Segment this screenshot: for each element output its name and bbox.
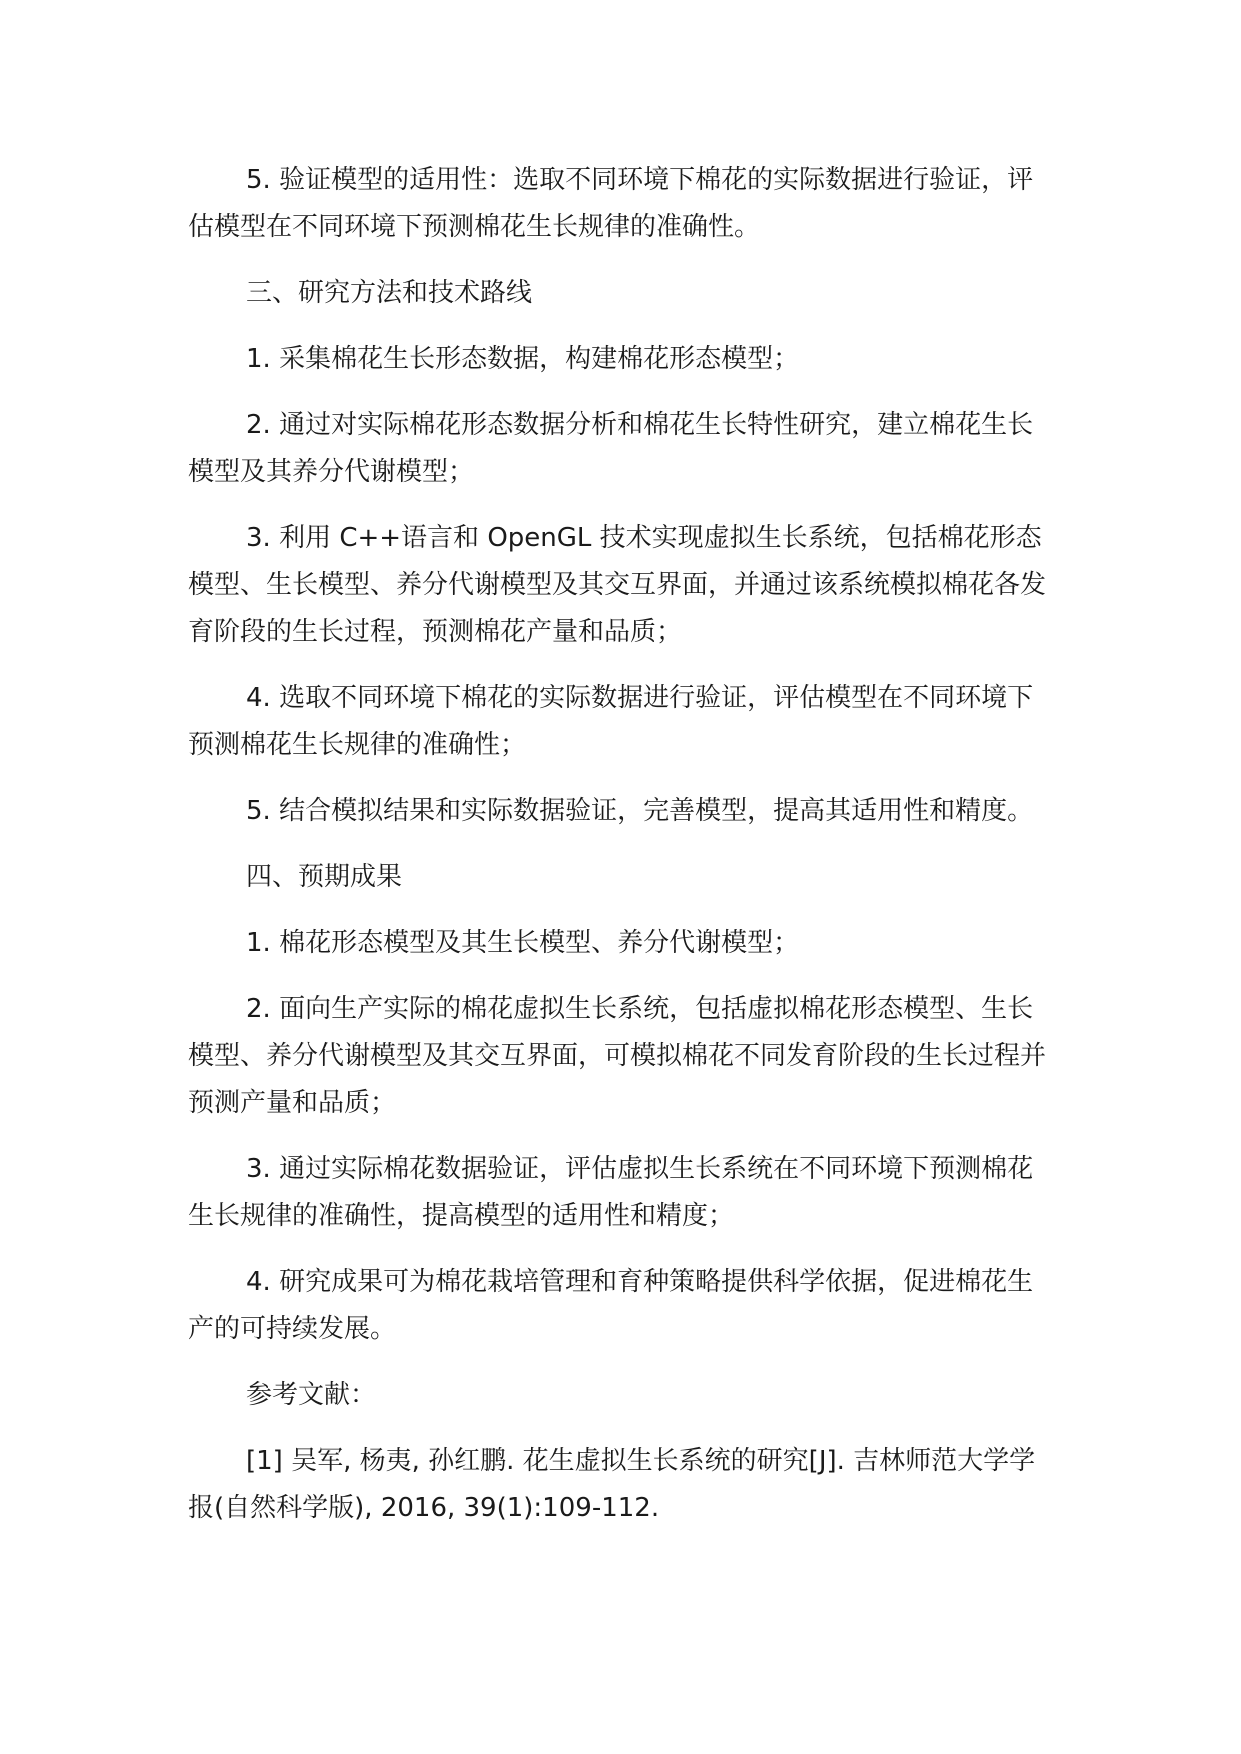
paragraph-outcome-2: 2. 面向生产实际的棉花虚拟生长系统，包括虚拟棉花形态模型、生长模型、养分代谢模型及其交互界面，可模拟棉花不同发育阶段的生长过程并预测产量和品质； [188, 994, 1047, 1118]
paragraph-method-5: 5. 结合模拟结果和实际数据验证，完善模型，提高其适用性和精度。 [246, 796, 1034, 826]
paragraph-method-1: 1. 采集棉花生长形态数据，构建棉花形态模型； [246, 344, 800, 374]
paragraph-outcome-4: 4. 研究成果可为棉花栽培管理和育种策略提供科学依据，促进棉花生产的可持续发展。 [188, 1267, 1034, 1344]
paragraph-outcome-1: 1. 棉花形态模型及其生长模型、养分代谢模型； [246, 928, 800, 958]
references-heading: 参考文献： [246, 1380, 377, 1410]
paragraph-method-2: 2. 通过对实际棉花形态数据分析和棉花生长特性研究，建立棉花生长模型及其养分代谢模型； [188, 410, 1034, 487]
reference-item-1: [1] 吴军, 杨夷, 孙红鹏. 花生虚拟生长系统的研究[J]. 吉林师范大学学报(自然科学版), 2016, 39(1):109-112. [188, 1446, 1036, 1523]
document-body [188, 157, 1048, 1551]
paragraph-method-4: 4. 选取不同环境下棉花的实际数据进行验证，评估模型在不同环境下预测棉花生长规律的准确性； [188, 683, 1034, 760]
paragraph-outcome-3: 3. 通过实际棉花数据验证，评估虚拟生长系统在不同环境下预测棉花生长规律的准确性，提高模型的适用性和精度； [188, 1154, 1034, 1231]
section-heading-outcomes: 四、预期成果 [246, 862, 403, 892]
paragraph-validation-goal: 5. 验证模型的适用性：选取不同环境下棉花的实际数据进行验证，评估模型在不同环境下预测棉花生长规律的准确性。 [188, 165, 1034, 242]
section-heading-methods: 三、研究方法和技术路线 [246, 278, 533, 308]
paragraph-method-3: 3. 利用 C++语言和 OpenGL 技术实现虚拟生长系统，包括棉花形态模型、生长模型、养分代谢模型及其交互界面，并通过该系统模拟棉花各发育阶段的生长过程，预测棉花产量和品质； [188, 523, 1047, 647]
